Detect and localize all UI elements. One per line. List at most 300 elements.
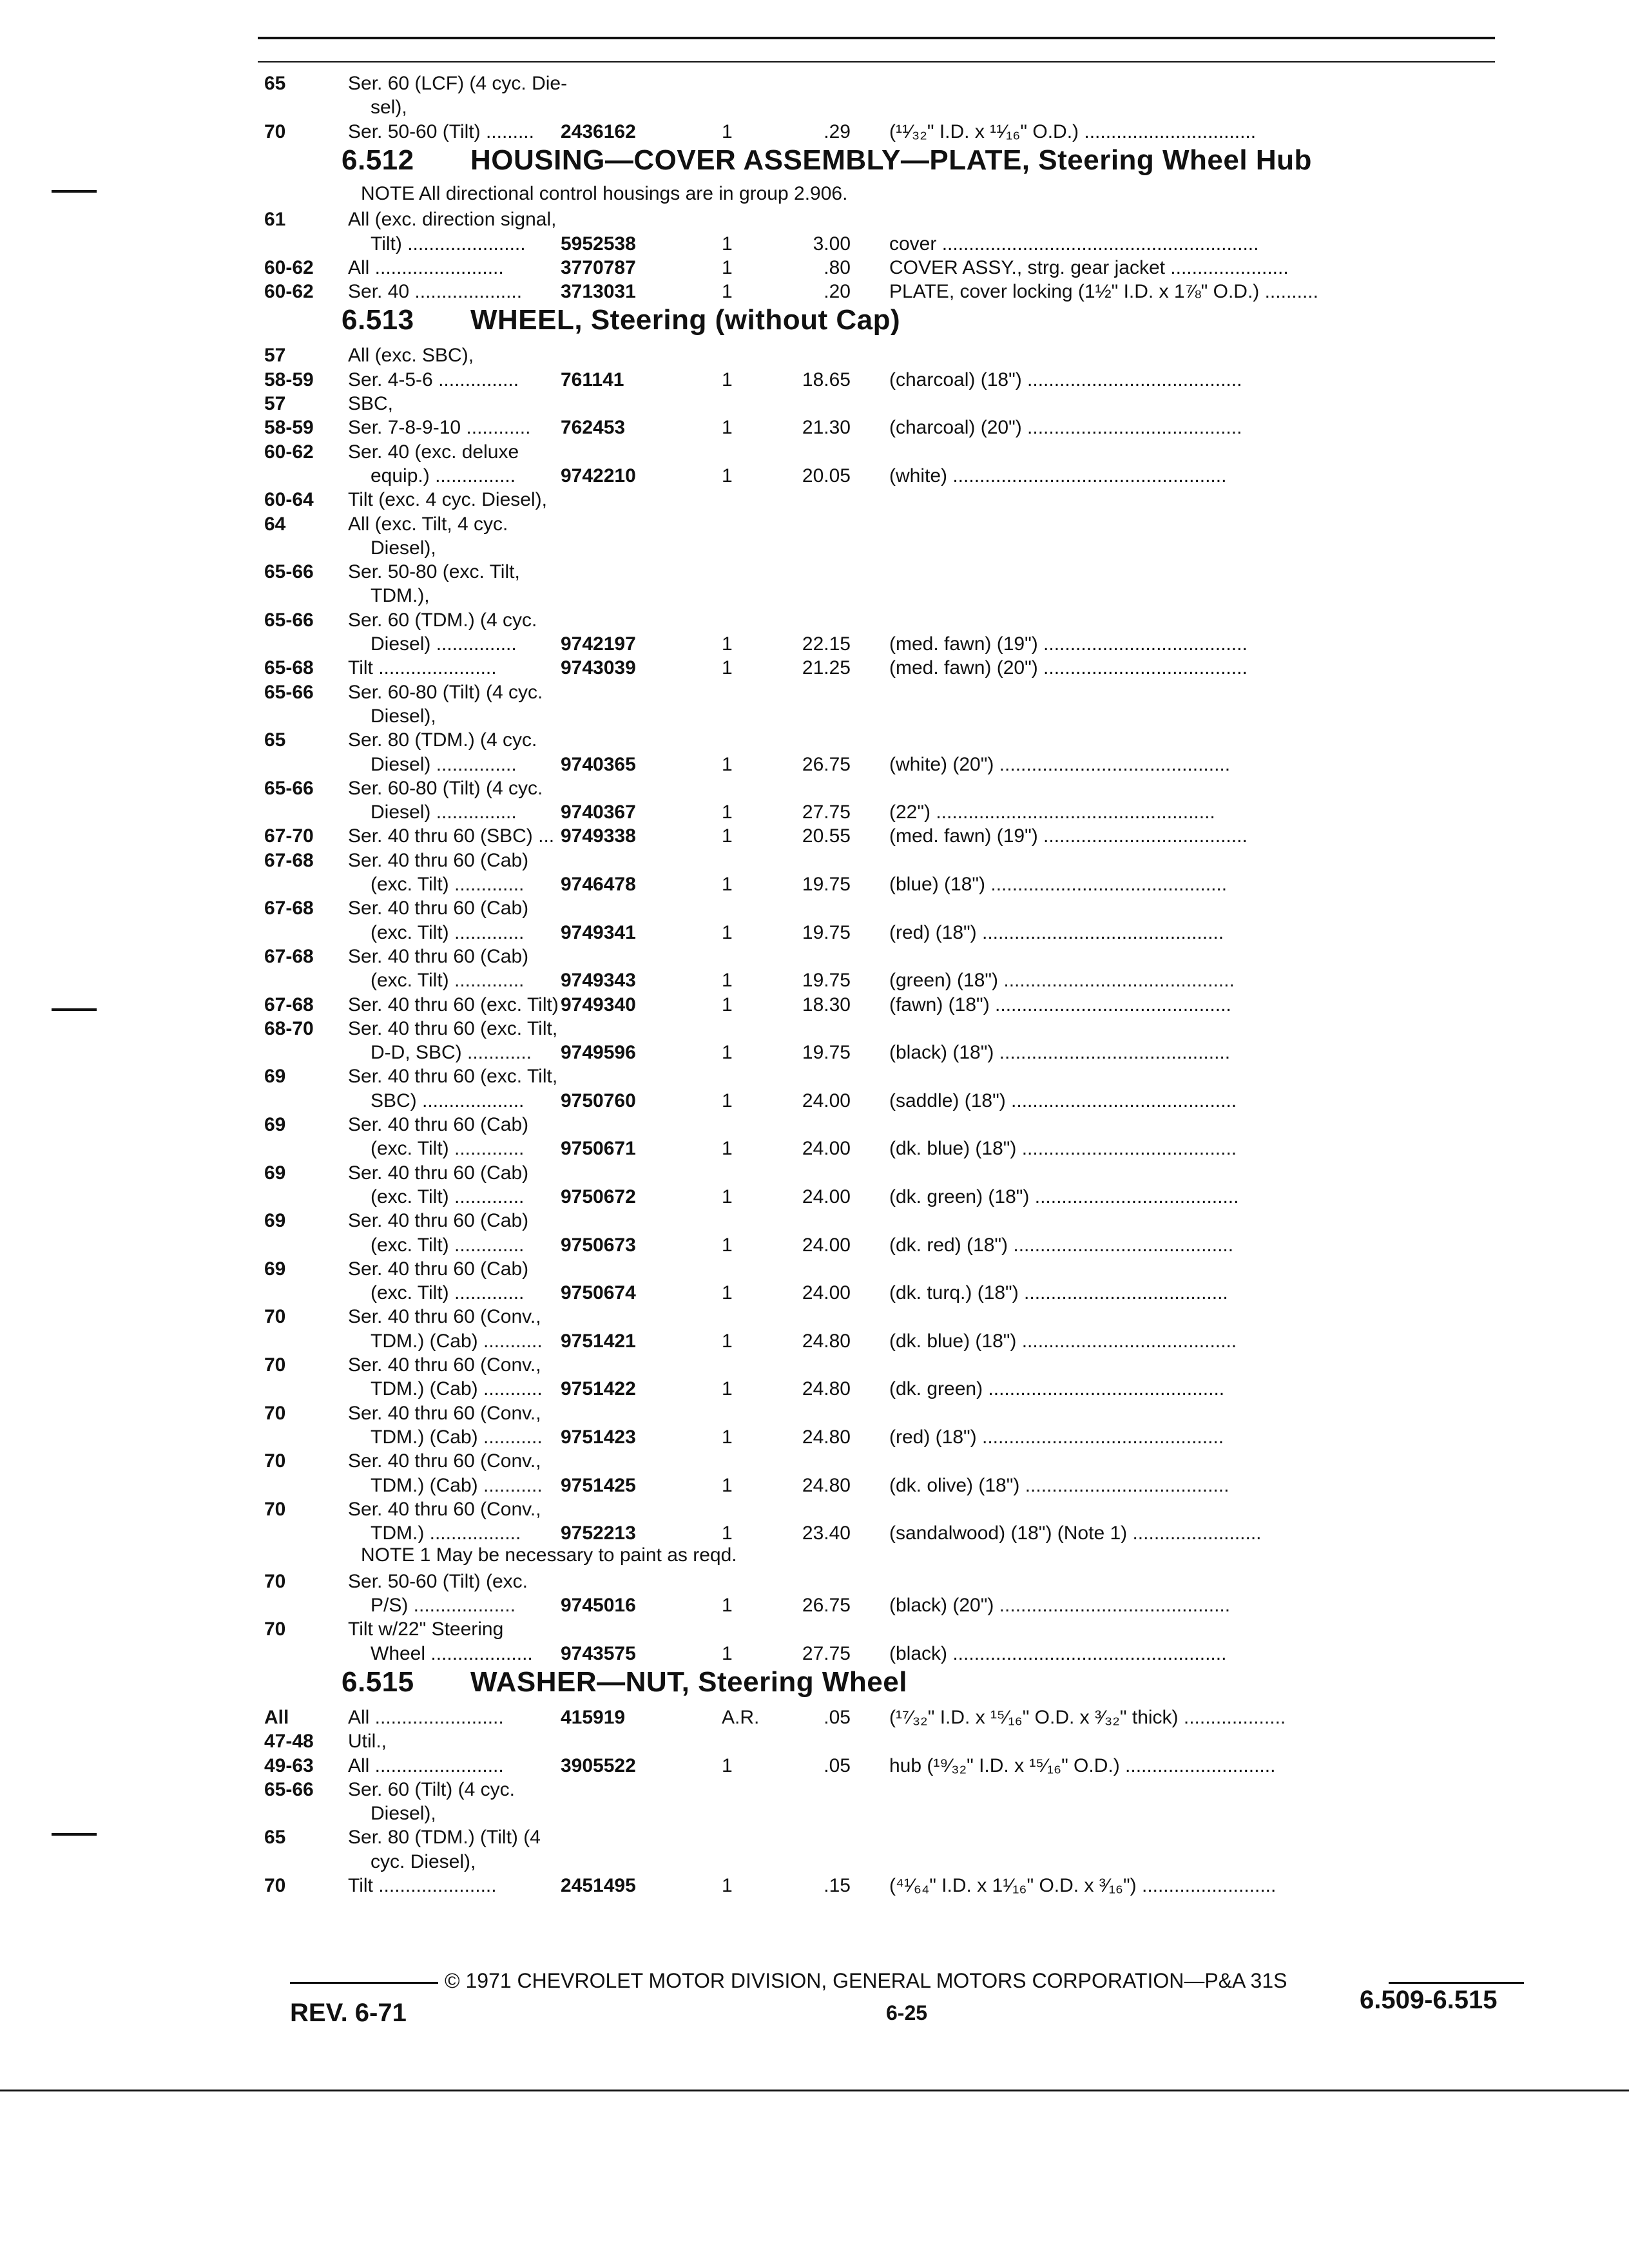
application-text: D-D, SBC) ............ [371, 1042, 532, 1064]
application-text: Diesel) ............... [371, 633, 517, 655]
footer-rule-left [290, 1982, 438, 1984]
description: (black) (18") ........................................... [889, 1042, 1231, 1064]
application-text: Ser. 40 (exc. deluxe [348, 441, 519, 463]
application-text: TDM.) (Cab) ........... [371, 1330, 543, 1352]
price: 23.40 [802, 1523, 851, 1544]
quantity: 1 [722, 256, 733, 278]
parts-row [264, 1208, 1527, 1234]
quantity: 1 [722, 970, 733, 992]
description: (black) (20") ........................................... [889, 1595, 1231, 1616]
application-text: P/S) ................... [371, 1595, 516, 1616]
quantity: 1 [722, 1426, 733, 1448]
price: 22.15 [802, 633, 851, 655]
description: (22") .................................................... [889, 802, 1215, 823]
application-text: equip.) ............... [371, 465, 516, 486]
model-year: 65-66 [264, 777, 314, 799]
price: 18.30 [802, 994, 851, 1015]
price: 27.75 [802, 802, 851, 823]
parts-row [264, 1825, 1527, 1850]
model-year: 70 [264, 1450, 286, 1472]
application-text: Ser. 40 thru 60 (exc. Tilt) [348, 994, 559, 1015]
application-text: Tilt) ...................... [371, 233, 526, 255]
quantity: 1 [722, 657, 733, 679]
application-text: Ser. 40 .................... [348, 281, 523, 303]
application-text: Ser. 60 (Tilt) (4 cyc. [348, 1778, 515, 1800]
application-text: SBC, [348, 393, 394, 414]
application-text: Tilt w/22" Steering [348, 1619, 504, 1640]
quantity: 1 [722, 802, 733, 823]
application-text: Ser. 40 thru 60 (Cab) [348, 898, 529, 919]
part-number: 9749596 [561, 1042, 636, 1064]
part-number: 9749340 [561, 994, 636, 1015]
margin-mark [52, 190, 97, 193]
part-number: 9750671 [561, 1138, 636, 1160]
model-year: 69 [264, 1066, 286, 1088]
parts-row [264, 207, 1527, 233]
price: 24.00 [802, 1138, 851, 1160]
model-year: 57 [264, 345, 286, 367]
parts-row [264, 1376, 1527, 1402]
part-number: 9751423 [561, 1426, 636, 1448]
quantity: 1 [722, 281, 733, 303]
part-number: 5952538 [561, 233, 636, 255]
model-year: 47-48 [264, 1731, 314, 1753]
footer-rule-right [1389, 1982, 1524, 1984]
description: (red) (18") ............................................. [889, 921, 1224, 943]
parts-row [264, 1329, 1527, 1354]
application-text: All (exc. SBC), [348, 345, 474, 367]
price: .05 [824, 1706, 851, 1728]
parts-row [264, 680, 1527, 706]
part-number: 9751421 [561, 1330, 636, 1352]
parts-row [264, 1040, 1527, 1066]
description: (¹⁷⁄₃₂" I.D. x ¹⁵⁄₁₆" O.D. x ³⁄₃₂" thick) ................... [889, 1706, 1286, 1728]
application-text: Ser. 7-8-9-10 ............ [348, 417, 531, 439]
part-number: 9742197 [561, 633, 636, 655]
application-text: Ser. 40 thru 60 (Cab) [348, 1162, 529, 1184]
model-year: 58-59 [264, 369, 314, 390]
price: .29 [824, 120, 851, 142]
quantity: 1 [722, 1523, 733, 1544]
model-year: 67-70 [264, 825, 314, 847]
model-year: All [264, 1706, 289, 1728]
parts-row [264, 279, 1527, 305]
margin-mark [52, 1008, 97, 1011]
application-text: Ser. 60-80 (Tilt) (4 cyc. [348, 777, 543, 799]
parts-row [264, 487, 1527, 513]
application-text: (exc. Tilt) ............. [371, 1138, 525, 1160]
parts-row [264, 1280, 1527, 1306]
price: 24.80 [802, 1330, 851, 1352]
part-number: 9746478 [561, 874, 636, 895]
price: 24.80 [802, 1426, 851, 1448]
price: .05 [824, 1754, 851, 1776]
application-text: Ser. 40 thru 60 (Conv., [348, 1450, 541, 1472]
model-year: 65 [264, 729, 286, 751]
parts-row [264, 776, 1527, 802]
parts-row [264, 1497, 1527, 1523]
application-text: (exc. Tilt) ............. [371, 1186, 525, 1207]
application-text: Ser. 40 thru 60 (Conv., [348, 1354, 541, 1376]
description: (dk. blue) (18") ........................................ [889, 1330, 1237, 1352]
description: (dk. green) ............................................ [889, 1378, 1225, 1400]
model-year: 65-68 [264, 657, 314, 679]
parts-row [264, 848, 1527, 874]
application-text: TDM.), [371, 585, 430, 607]
application-text: Ser. 40 thru 60 (exc. Tilt, [348, 1066, 558, 1088]
application-text: Ser. 60-80 (Tilt) (4 cyc. [348, 681, 543, 703]
page-number: 6-25 [886, 2001, 928, 2024]
description: (white) ................................................... [889, 465, 1227, 486]
price: .15 [824, 1875, 851, 1896]
parts-row [264, 1849, 1527, 1875]
model-year: 49-63 [264, 1754, 314, 1776]
parts-row [264, 71, 1527, 97]
parts-row [264, 439, 1527, 465]
application-text: All (exc. direction signal, [348, 209, 557, 231]
quantity: 1 [722, 1754, 733, 1776]
price: .80 [824, 256, 851, 278]
application-text: All ........................ [348, 256, 504, 278]
model-year: 60-64 [264, 489, 314, 511]
model-year: 70 [264, 1619, 286, 1640]
parts-row [264, 1256, 1527, 1282]
parts-row [264, 1233, 1527, 1258]
parts-row [264, 823, 1527, 849]
application-text: All ........................ [348, 1706, 504, 1728]
parts-row [264, 920, 1527, 946]
parts-row [264, 1593, 1527, 1619]
price: 19.75 [802, 1042, 851, 1064]
parts-row [264, 1160, 1527, 1186]
description: COVER ASSY., strg. gear jacket ...................... [889, 256, 1289, 278]
price: 20.05 [802, 465, 851, 486]
parts-row [264, 583, 1527, 609]
section-title: WASHER—NUT, Steering Wheel [470, 1666, 907, 1698]
model-year: 69 [264, 1114, 286, 1135]
part-number: 2451495 [561, 1875, 636, 1896]
parts-row [264, 415, 1527, 441]
description: (black) ................................................... [889, 1642, 1227, 1664]
application-text: Tilt ...................... [348, 657, 497, 679]
part-number: 9751422 [561, 1378, 636, 1400]
quantity: 1 [722, 633, 733, 655]
description: (charcoal) (20") ........................................ [889, 417, 1242, 439]
description: (med. fawn) (20") ...................................... [889, 657, 1248, 679]
application-text: Util., [348, 1731, 387, 1753]
revision-label: REV. 6-71 [290, 1999, 407, 2027]
quantity: 1 [722, 1642, 733, 1664]
model-year: 67-68 [264, 849, 314, 871]
description: (med. fawn) (19") ...................................... [889, 633, 1248, 655]
note-text: NOTE 1 May be necessary to paint as reqd. [361, 1544, 737, 1566]
parts-row [264, 1705, 1527, 1731]
parts-row [264, 512, 1527, 537]
price: 24.80 [802, 1378, 851, 1400]
parts-row [264, 1352, 1527, 1378]
part-number: 761141 [561, 369, 624, 390]
price: 26.75 [802, 753, 851, 775]
model-year: 70 [264, 1570, 286, 1592]
parts-row [264, 1401, 1527, 1427]
model-year: 65-66 [264, 609, 314, 631]
price: .20 [824, 281, 851, 303]
parts-row [264, 1064, 1527, 1090]
application-text: Wheel ................... [371, 1642, 533, 1664]
part-number: 415919 [561, 1706, 626, 1728]
description: hub (¹⁹⁄₃₂" I.D. x ¹⁵⁄₁₆" O.D.) ............................ [889, 1754, 1276, 1776]
description: (dk. green) (18") ...................................... [889, 1186, 1239, 1207]
parts-row [264, 1304, 1527, 1330]
price: 18.65 [802, 369, 851, 390]
parts-row [264, 1136, 1527, 1162]
parts-row [264, 463, 1527, 489]
application-text: All ........................ [348, 1754, 504, 1776]
parts-row [264, 1112, 1527, 1138]
parts-row [264, 1641, 1527, 1667]
quantity: 1 [722, 1042, 733, 1064]
quantity: 1 [722, 1282, 733, 1304]
description: (fawn) (18") ............................................ [889, 994, 1231, 1015]
section-header [342, 1666, 907, 1698]
price: 26.75 [802, 1595, 851, 1616]
model-year: 60-62 [264, 281, 314, 303]
price: 3.00 [813, 233, 851, 255]
quantity: 1 [722, 1474, 733, 1496]
model-year: 70 [264, 1875, 286, 1896]
application-text: Ser. 4-5-6 ............... [348, 369, 519, 390]
part-number: 2436162 [561, 120, 636, 142]
description: PLATE, cover locking (1½" I.D. x 1⅞" O.D.) .......... [889, 281, 1318, 303]
model-year: 58-59 [264, 417, 314, 439]
parts-row [264, 367, 1527, 393]
top-rule [258, 37, 1495, 39]
part-number: 9750673 [561, 1234, 636, 1256]
section-header [342, 144, 1312, 177]
parts-row [264, 231, 1527, 257]
part-number: 9745016 [561, 1595, 636, 1616]
model-year: 60-62 [264, 256, 314, 278]
parts-row [264, 1777, 1527, 1803]
model-year: 70 [264, 1402, 286, 1424]
description: (white) (20") ........................................... [889, 753, 1231, 775]
application-text: Tilt (exc. 4 cyc. Diesel), [348, 489, 547, 511]
description: (¹¹⁄₃₂" I.D. x ¹¹⁄₁₆" O.D.) ................................ [889, 120, 1257, 142]
description: (green) (18") ........................................... [889, 970, 1235, 992]
price: 24.00 [802, 1090, 851, 1111]
application-text: Ser. 40 thru 60 (Conv., [348, 1306, 541, 1328]
parts-row [264, 1873, 1527, 1899]
model-year: 64 [264, 513, 286, 535]
price: 19.75 [802, 874, 851, 895]
parts-row [264, 391, 1527, 417]
parts-row [264, 968, 1527, 994]
part-number: 9740365 [561, 753, 636, 775]
application-text: Diesel), [371, 705, 436, 727]
quantity: 1 [722, 1138, 733, 1160]
section-header [342, 304, 900, 336]
model-year: 65-66 [264, 1778, 314, 1800]
note-text: NOTE All directional control housings are in group 2.906. [361, 182, 848, 204]
parts-row [264, 343, 1527, 369]
application-text: sel), [371, 97, 407, 119]
price: 20.55 [802, 825, 851, 847]
application-text: Ser. 80 (TDM.) (4 cyc. [348, 729, 537, 751]
section-number: 6.512 [342, 144, 414, 176]
part-number: 9749338 [561, 825, 636, 847]
parts-row [264, 1729, 1527, 1754]
description: (charcoal) (18") ........................................ [889, 369, 1242, 390]
application-text: Ser. 60 (LCF) (4 cyc. Die- [348, 73, 568, 94]
application-text: Ser. 40 thru 60 (Cab) [348, 849, 529, 871]
part-number: 9751425 [561, 1474, 636, 1496]
quantity: 1 [722, 921, 733, 943]
description: (med. fawn) (19") ...................................... [889, 825, 1248, 847]
quantity: 1 [722, 120, 733, 142]
parts-row [264, 95, 1527, 120]
application-text: Ser. 50-80 (exc. Tilt, [348, 561, 520, 583]
description: (dk. red) (18") ......................................... [889, 1234, 1234, 1256]
model-year: 68-70 [264, 1017, 314, 1039]
model-year: 67-68 [264, 945, 314, 967]
application-text: Diesel), [371, 537, 436, 559]
application-text: (exc. Tilt) ............. [371, 970, 525, 992]
parts-row [264, 872, 1527, 898]
model-year: 69 [264, 1210, 286, 1232]
parts-row [264, 1425, 1527, 1450]
parts-row [264, 896, 1527, 921]
price: 21.25 [802, 657, 851, 679]
description: (⁴¹⁄₆₄" I.D. x 1¹⁄₁₆" O.D. x ³⁄₁₆") ......................... [889, 1875, 1277, 1896]
parts-row [264, 1521, 1527, 1546]
quantity: 1 [722, 1378, 733, 1400]
application-text: Diesel), [371, 1803, 436, 1825]
part-number: 9750672 [561, 1186, 636, 1207]
model-year: 70 [264, 1306, 286, 1328]
price: 19.75 [802, 921, 851, 943]
application-text: Ser. 40 thru 60 (Cab) [348, 1114, 529, 1135]
application-text: Tilt ...................... [348, 1875, 497, 1896]
quantity: 1 [722, 1234, 733, 1256]
application-text: TDM.) (Cab) ........... [371, 1426, 543, 1448]
quantity: 1 [722, 1090, 733, 1111]
parts-row [264, 752, 1527, 778]
parts-row [264, 800, 1527, 825]
model-year: 69 [264, 1162, 286, 1184]
application-text: Ser. 40 thru 60 (Cab) [348, 1210, 529, 1232]
parts-row [264, 631, 1527, 657]
parts-row [264, 704, 1527, 729]
quantity: 1 [722, 753, 733, 775]
bottom-rule [0, 2090, 1629, 2091]
top-rule-thin [258, 61, 1495, 62]
application-text: (exc. Tilt) ............. [371, 1282, 525, 1304]
price: 27.75 [802, 1642, 851, 1664]
application-text: Diesel) ............... [371, 802, 517, 823]
description: (red) (18") ............................................. [889, 1426, 1224, 1448]
description: (dk. olive) (18") ...................................... [889, 1474, 1229, 1496]
application-text: Ser. 40 thru 60 (Conv., [348, 1498, 541, 1520]
parts-row [264, 1448, 1527, 1474]
parts-row [264, 1801, 1527, 1827]
margin-mark [52, 1833, 97, 1836]
price: 24.00 [802, 1186, 851, 1207]
quantity: 1 [722, 417, 733, 439]
price: 24.80 [802, 1474, 851, 1496]
quantity: 1 [722, 994, 733, 1015]
parts-row [264, 1473, 1527, 1499]
description: (saddle) (18") .......................................... [889, 1090, 1237, 1111]
parts-row [264, 535, 1527, 561]
parts-row [264, 655, 1527, 681]
application-text: All (exc. Tilt, 4 cyc. [348, 513, 508, 535]
application-text: TDM.) (Cab) ........... [371, 1378, 543, 1400]
parts-row [264, 1088, 1527, 1114]
application-text: Ser. 80 (TDM.) (Tilt) (4 [348, 1827, 541, 1849]
application-text: Diesel) ............... [371, 753, 517, 775]
model-year: 65 [264, 1827, 286, 1849]
model-year: 70 [264, 120, 286, 142]
parts-row [264, 1184, 1527, 1210]
quantity: 1 [722, 825, 733, 847]
part-number: 9750760 [561, 1090, 636, 1111]
model-year: 70 [264, 1498, 286, 1520]
part-number: 9749341 [561, 921, 636, 943]
parts-row [264, 1617, 1527, 1642]
quantity: 1 [722, 1330, 733, 1352]
application-text: Ser. 60 (TDM.) (4 cyc. [348, 609, 537, 631]
model-year: 65 [264, 73, 286, 94]
parts-row [264, 1016, 1527, 1042]
price: 21.30 [802, 417, 851, 439]
parts-row [264, 944, 1527, 970]
price: 24.00 [802, 1234, 851, 1256]
model-year: 67-68 [264, 994, 314, 1015]
part-number: 9750674 [561, 1282, 636, 1304]
section-number: 6.513 [342, 304, 414, 336]
part-number: 9743039 [561, 657, 636, 679]
quantity: 1 [722, 369, 733, 390]
section-number: 6.515 [342, 1666, 414, 1698]
section-title: HOUSING—COVER ASSEMBLY—PLATE, Steering Wheel Hub [470, 144, 1312, 176]
application-text: Ser. 50-60 (Tilt) ......... [348, 120, 534, 142]
description: (dk. blue) (18") ........................................ [889, 1138, 1237, 1160]
application-text: (exc. Tilt) ............. [371, 921, 525, 943]
model-year: 57 [264, 393, 286, 414]
model-year: 65-66 [264, 561, 314, 583]
parts-row [264, 608, 1527, 633]
model-year: 61 [264, 209, 286, 231]
application-text: Ser. 40 thru 60 (Cab) [348, 945, 529, 967]
copyright-line: © 1971 CHEVROLET MOTOR DIVISION, GENERAL MOTORS CORPORATION—P&A 31S [445, 1969, 1287, 1992]
application-text: cyc. Diesel), [371, 1850, 476, 1872]
part-number: 3713031 [561, 281, 636, 303]
quantity: 1 [722, 233, 733, 255]
application-text: SBC) ................... [371, 1090, 525, 1111]
parts-row [264, 1569, 1527, 1595]
quantity: 1 [722, 874, 733, 895]
price: 24.00 [802, 1282, 851, 1304]
application-text: TDM.) ................. [371, 1523, 521, 1544]
price: 19.75 [802, 970, 851, 992]
quantity: 1 [722, 1875, 733, 1896]
parts-row [264, 727, 1527, 753]
application-text: Ser. 40 thru 60 (Conv., [348, 1402, 541, 1424]
model-year: 65-66 [264, 681, 314, 703]
description: cover ........................................................... [889, 233, 1259, 255]
description: (sandalwood) (18") (Note 1) ........................ [889, 1523, 1262, 1544]
parts-row [264, 1753, 1527, 1779]
